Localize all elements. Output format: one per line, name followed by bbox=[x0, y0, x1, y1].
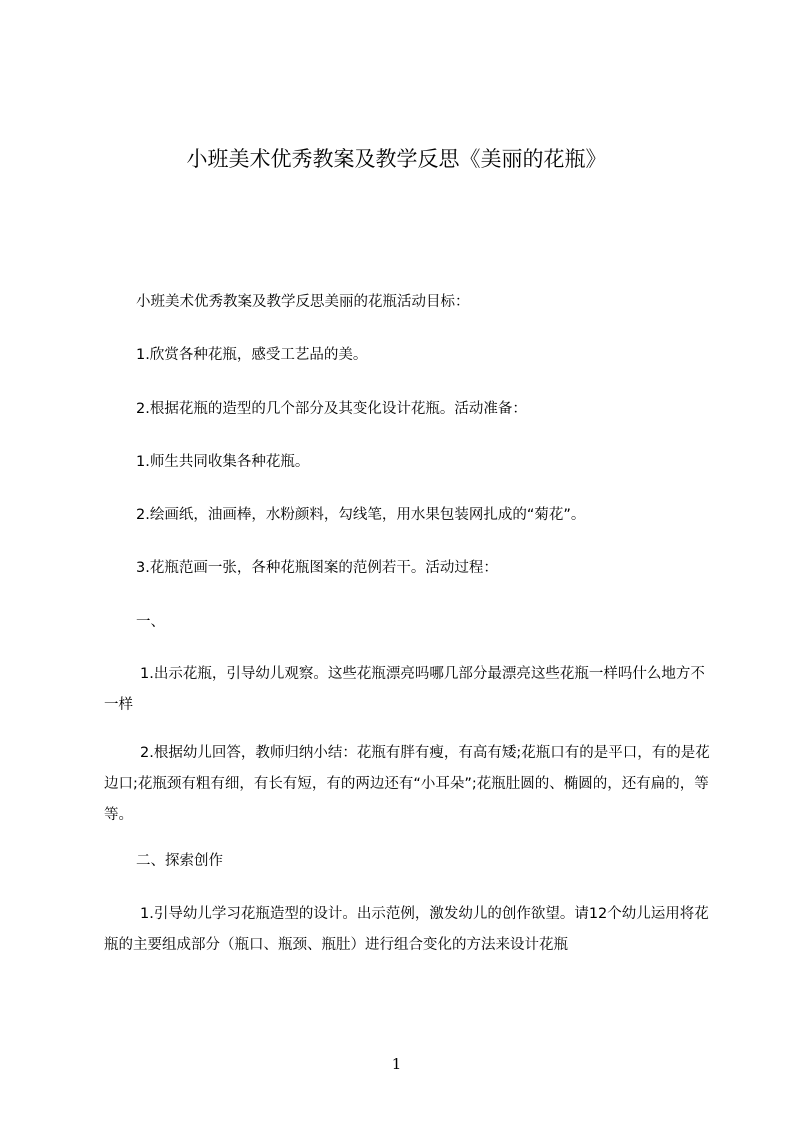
paragraph-preparation-3: 3.花瓶范画一张，各种花瓶图案的范例若干。活动过程： bbox=[136, 560, 498, 576]
paragraph-process-2: 2.根据幼儿回答，教师归纳小结：花瓶有胖有瘦，有高有矮;花瓶口有的是平口，有的是花边口;花瓶颈有粗有细，有长有短，有的两边还有“小耳朵”;花瓶肚圆的、椭圆的，还有扁的，等等。 bbox=[104, 745, 710, 823]
paragraph-objectives-heading: 小班美术优秀教案及教学反思美丽的花瓶活动目标： bbox=[136, 294, 470, 310]
document-title: 小班美术优秀教案及教学反思《美丽的花瓶》 bbox=[186, 147, 607, 171]
paragraph-preparation-1: 1.师生共同收集各种花瓶。 bbox=[136, 454, 310, 470]
paragraph-objective-2: 2.根据花瓶的造型的几个部分及其变化设计花瓶。活动准备： bbox=[136, 401, 527, 417]
section-heading-one: 一、 bbox=[136, 614, 165, 630]
paragraph-creation-1: 1.引导幼儿学习花瓶造型的设计。出示范例，激发幼儿的创作欲望。请12个幼儿运用将花瓶的主要组成部分（瓶口、瓶颈、瓶肚）进行组合变化的方法来设计花瓶 bbox=[104, 906, 709, 953]
paragraph-preparation-2: 2.绘画纸，油画棒，水粉颜料，勾线笔，用水果包装网扎成的“菊花”。 bbox=[136, 507, 586, 523]
page-number: 1 bbox=[391, 1055, 402, 1073]
paragraph-process-1: 1.出示花瓶，引导幼儿观察。这些花瓶漂亮吗哪几部分最漂亮这些花瓶一样吗什么地方不一样 bbox=[104, 666, 705, 713]
section-heading-two: 二、探索创作 bbox=[136, 853, 223, 869]
paragraph-objective-1: 1.欣赏各种花瓶，感受工艺品的美。 bbox=[136, 347, 368, 363]
